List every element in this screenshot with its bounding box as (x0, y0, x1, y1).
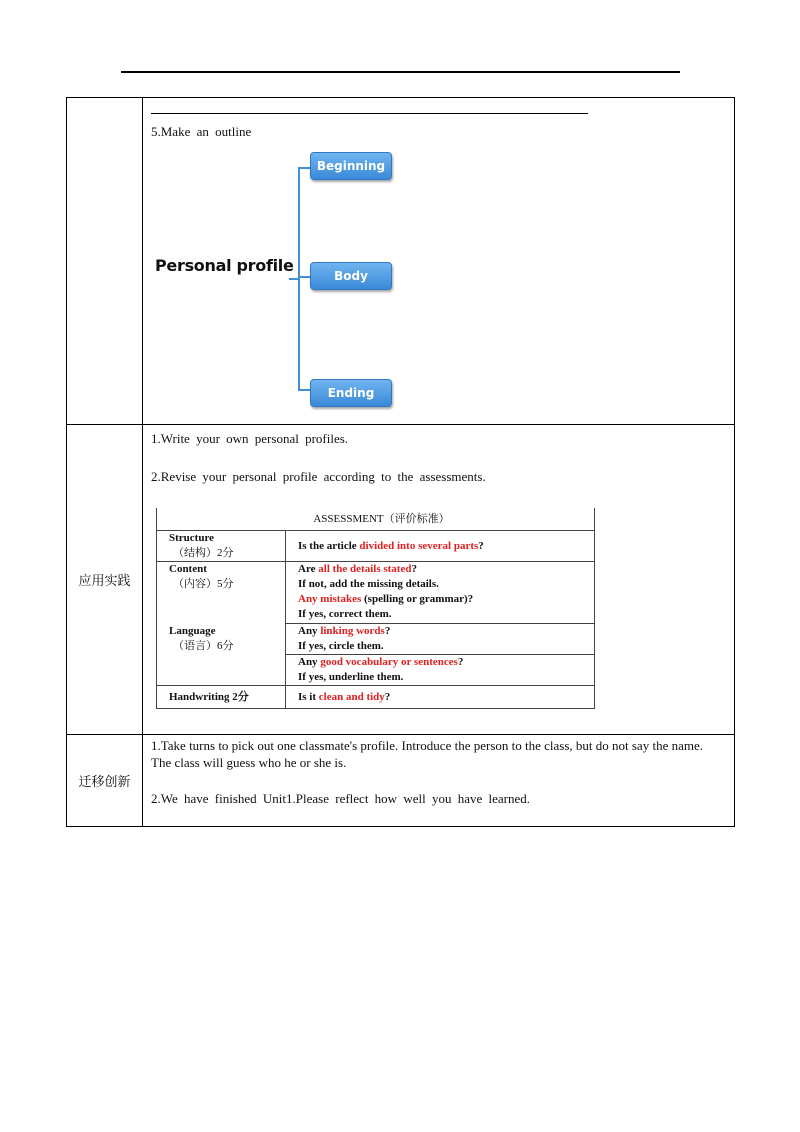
outline-row (67, 98, 735, 425)
language-questions-1 (286, 624, 595, 655)
mindmap-connector-middle (300, 276, 310, 278)
outline-step-title: 5.Make an outline (151, 124, 252, 139)
criterion-content-name: Content (169, 563, 207, 575)
branch-body: Body (310, 262, 392, 290)
assessment-row-content (157, 562, 595, 624)
content-q3-highlight: Any mistakes (298, 593, 362, 605)
mindmap-bracket (298, 167, 308, 390)
handwriting-question-pre: Is it (298, 690, 319, 703)
content-q2: If not, add the missing details. (298, 578, 439, 590)
practice-row (67, 425, 735, 735)
content-q1-post: ? (411, 563, 417, 575)
content-questions (286, 562, 595, 624)
criterion-content-language (157, 562, 286, 686)
transfer-row (67, 735, 735, 827)
language-q3 (298, 655, 594, 670)
mindmap-connector-center (289, 278, 299, 280)
handwriting-question (286, 686, 595, 709)
assessment-header: ASSESSMENT（评价标准） (157, 508, 595, 531)
criterion-content-score: （内容）5分 (173, 578, 234, 590)
assessment-header-row (157, 508, 595, 531)
outline-mindmap (153, 148, 413, 413)
language-q3-post: ? (457, 656, 464, 668)
language-questions-2 (286, 655, 595, 686)
content-q3-post: (spelling or grammar)? (361, 593, 474, 605)
language-q3-highlight: good vocabulary or sentences (320, 656, 458, 668)
mindmap-connector-bottom (298, 389, 310, 391)
header-rule (121, 71, 680, 73)
content-q3 (298, 592, 594, 607)
handwriting-question-post: ? (384, 690, 391, 703)
outline-content-cell (143, 98, 735, 425)
transfer-task-1: 1.Take turns to pick out one classmate's profile. Introduce the person to the class, but do not say the name. The class will guess who he or she is. (151, 738, 703, 770)
practice-task-1: 1.Write your own personal profiles. (151, 431, 349, 446)
criterion-handwriting: Handwriting 2分 (157, 686, 286, 709)
language-q2: If yes, circle them. (298, 640, 384, 652)
assessment-row-handwriting (157, 686, 595, 709)
language-q4: If yes, underline them. (298, 671, 404, 683)
practice-task-2: 2.Revise your personal profile according to the assessments. (151, 469, 486, 484)
language-q1-highlight: linking words (320, 625, 385, 637)
branch-ending: Ending (310, 379, 392, 407)
criterion-language-name: Language (169, 625, 216, 637)
structure-question-pre: Is the article (298, 539, 360, 552)
transfer-label: 迁移创新 (67, 735, 143, 827)
language-q1-pre: Any (298, 625, 321, 637)
mindmap-center-label: Personal profile (155, 256, 294, 275)
content-q1 (298, 562, 594, 577)
structure-question (286, 531, 595, 562)
outline-label-cell (67, 98, 143, 425)
handwriting-question-highlight: clean and tidy (318, 690, 385, 703)
mindmap-connector-top (298, 167, 310, 169)
content-q1-pre: Are (298, 563, 319, 575)
content-q4: If yes, correct them. (298, 608, 392, 620)
language-q1 (298, 624, 594, 639)
practice-content-cell (143, 425, 735, 735)
criterion-spacer (169, 592, 285, 624)
criterion-structure-name: Structure (169, 532, 215, 544)
criterion-structure (157, 531, 286, 562)
assessment-table (156, 508, 595, 709)
structure-question-highlight: divided into several parts (359, 539, 479, 552)
criterion-structure-score: （结构）2分 (173, 547, 234, 559)
language-q1-post: ? (384, 625, 391, 637)
assessment-row-structure (157, 531, 595, 562)
structure-question-post: ? (478, 539, 484, 552)
content-q1-highlight: all the details stated (318, 563, 412, 575)
transfer-task-2: 2.We have finished Unit1.Please reflect how well you have learned. (151, 791, 530, 806)
branch-beginning: Beginning (310, 152, 392, 180)
transfer-content-cell (143, 735, 735, 827)
language-q3-pre: Any (298, 656, 321, 668)
criterion-language-score: （语言）6分 (173, 640, 234, 652)
answer-blank-line (151, 113, 588, 114)
lesson-table (66, 97, 735, 827)
practice-label: 应用实践 (67, 425, 143, 735)
